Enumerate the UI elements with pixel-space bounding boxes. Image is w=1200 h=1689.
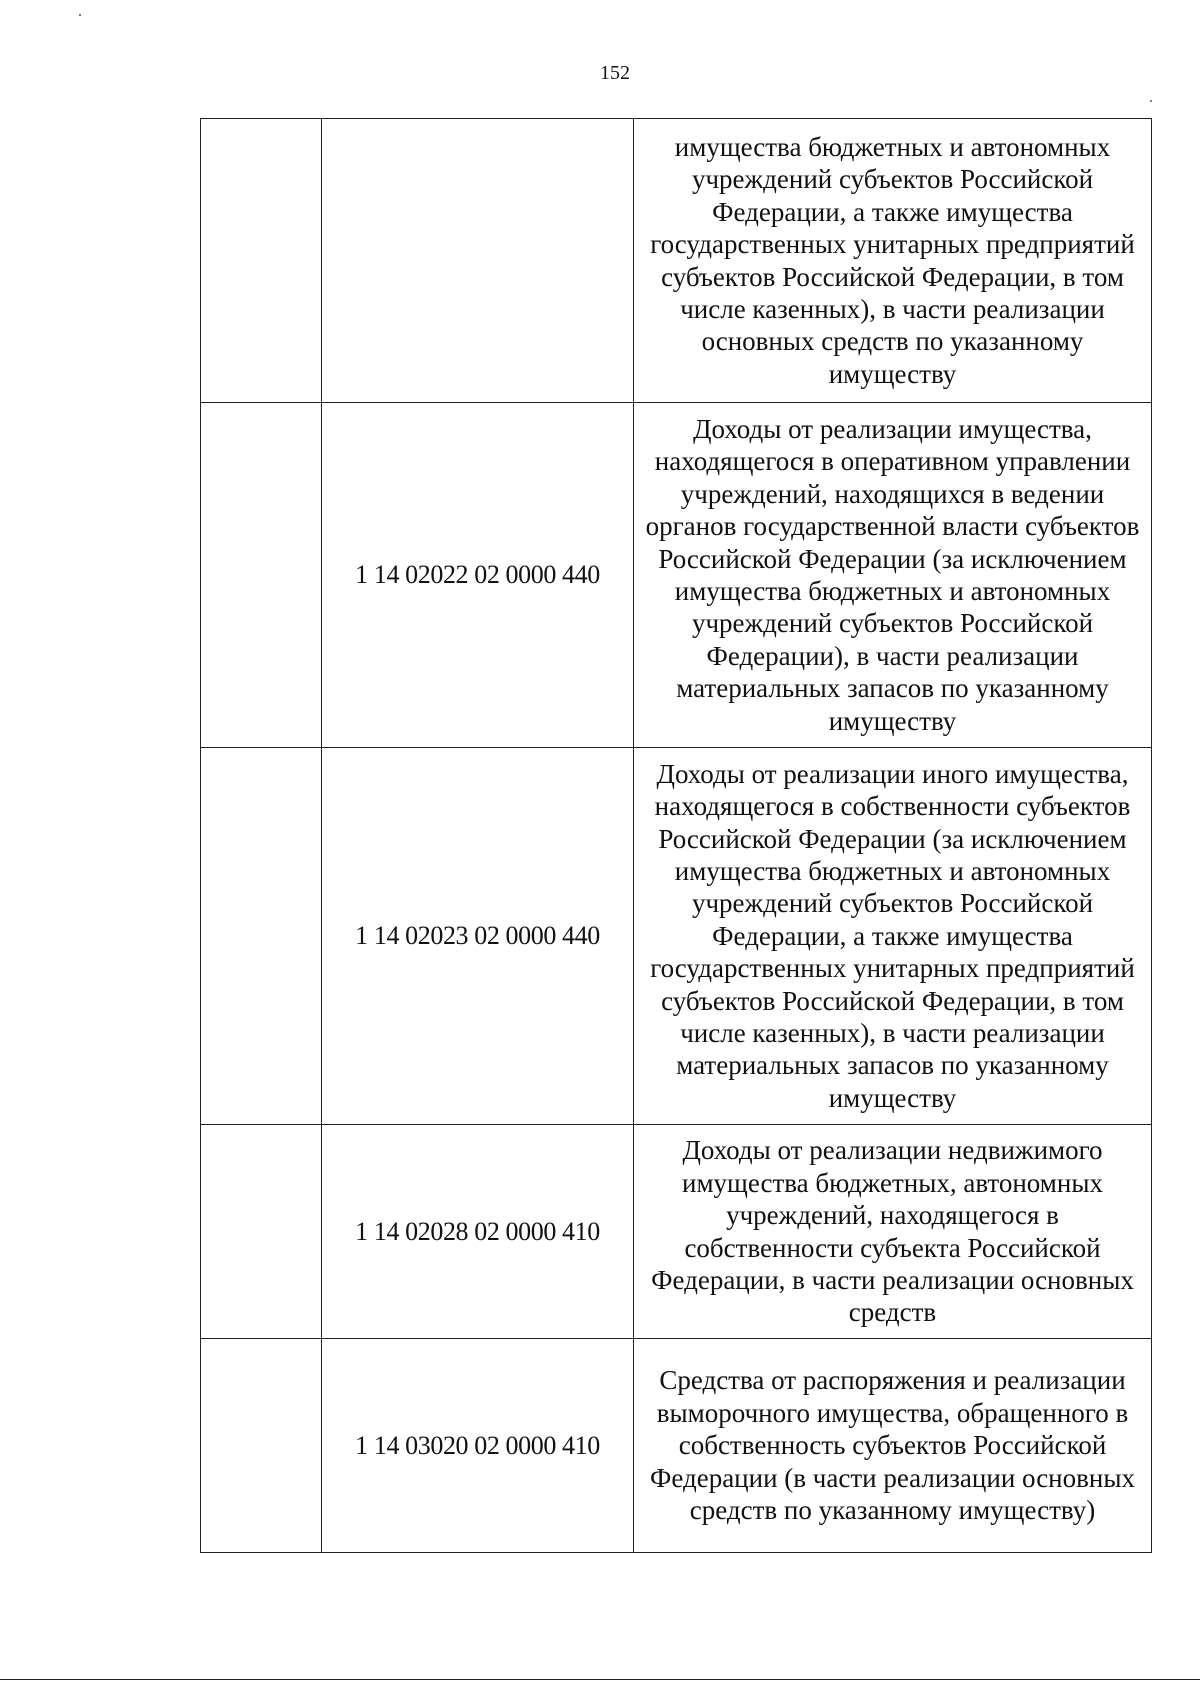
revenue-description-cell: Доходы от реализации имущества, находящегося в оперативном управлении учреждений, находящихся в ведении органов государственной власти субъектов Российской Федерации (за исключением имущества бюджетных и автономных учреждений субъектов Российской Федерации), в части реализации материальных запасов по указанному имуществу <box>634 403 1152 748</box>
revenue-code-cell <box>322 119 634 403</box>
revenue-code-cell: 1 14 02022 02 0000 440 <box>322 403 634 748</box>
revenue-description-cell: имущества бюджетных и автономных учреждений субъектов Российской Федерации, а также имущества государственных унитарных предприятий субъектов Российской Федерации, в том числе казенных), в части реализации основных средств по указанному имуществу <box>634 119 1152 403</box>
table-row <box>201 1339 1152 1553</box>
revenue-codes-table <box>200 118 1152 1553</box>
scan-speck <box>1150 100 1152 102</box>
revenue-code-cell: 1 14 03020 02 0000 410 <box>322 1339 634 1553</box>
table-row <box>201 119 1152 403</box>
table-row <box>201 748 1152 1125</box>
admin-cell <box>201 119 322 403</box>
revenue-code-cell: 1 14 02023 02 0000 440 <box>322 748 634 1125</box>
page-number: 152 <box>600 62 630 84</box>
table-row <box>201 403 1152 748</box>
revenue-description-cell: Доходы от реализации недвижимого имущества бюджетных, автономных учреждений, находящегося в собственности субъекта Российской Федерации, в части реализации основных средств <box>634 1125 1152 1339</box>
table-row <box>201 1125 1152 1339</box>
admin-cell <box>201 748 322 1125</box>
admin-cell <box>201 403 322 748</box>
scan-speck <box>79 14 81 16</box>
admin-cell <box>201 1339 322 1553</box>
revenue-code-cell: 1 14 02028 02 0000 410 <box>322 1125 634 1339</box>
page-bottom-rule <box>0 1679 1200 1680</box>
admin-cell <box>201 1125 322 1339</box>
revenue-description-cell: Средства от распоряжения и реализации выморочного имущества, обращенного в собственность субъектов Российской Федерации (в части реализации основных средств по указанному имуществу) <box>634 1339 1152 1553</box>
revenue-description-cell: Доходы от реализации иного имущества, находящегося в собственности субъектов Российской Федерации (за исключением имущества бюджетных и автономных учреждений субъектов Российской Федерации, а также имущества государственных унитарных предприятий субъектов Российской Федерации, в том числе казенных), в части реализации материальных запасов по указанному имуществу <box>634 748 1152 1125</box>
